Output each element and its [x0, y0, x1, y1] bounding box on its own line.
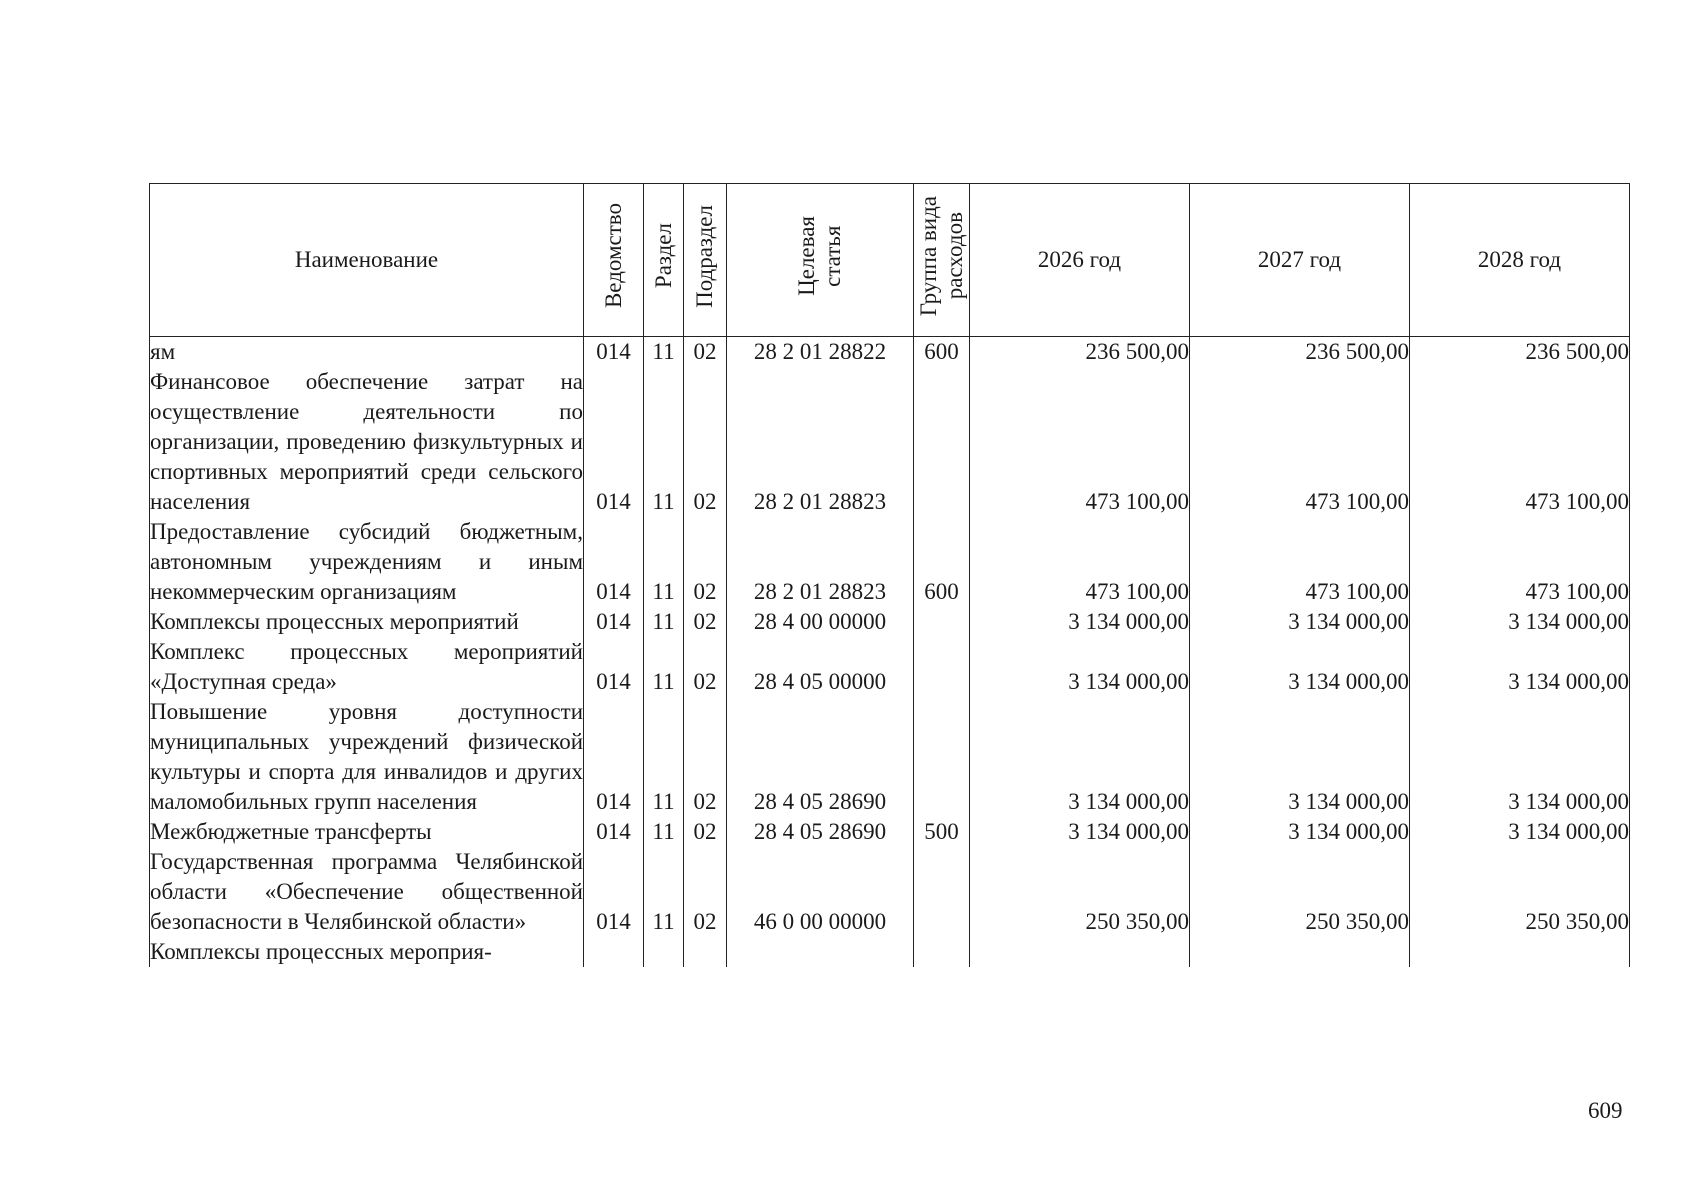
cell-group — [914, 817, 970, 847]
cell-subsection-text: 02 — [693, 579, 717, 604]
cell-target — [727, 337, 914, 368]
cell-y2027 — [1190, 517, 1410, 607]
cell-y2028 — [1410, 847, 1630, 937]
cell-y2028 — [1410, 697, 1630, 817]
header-target: Целевая статья — [727, 184, 914, 337]
cell-name-text: Межбюджетные трансферты — [150, 819, 432, 844]
cell-name — [150, 337, 584, 368]
cell-target-text: 28 4 05 28690 — [753, 819, 887, 844]
cell-target — [727, 847, 914, 937]
cell-name-text: Комплекс процессных мероприятий «Доступная среда» — [150, 639, 583, 694]
cell-subsection — [684, 607, 727, 637]
cell-group-text: 500 — [924, 819, 959, 844]
cell-y2028 — [1410, 607, 1630, 637]
cell-y2027-text: 473 100,00 — [1305, 579, 1409, 604]
cell-section-text: 11 — [652, 909, 675, 934]
cell-y2028-text: 3 134 000,00 — [1508, 819, 1629, 844]
cell-group-text: 600 — [924, 339, 959, 364]
cell-section — [644, 367, 684, 517]
table-row — [150, 937, 1630, 967]
cell-subsection-text: 02 — [693, 489, 717, 514]
cell-dept — [584, 337, 644, 368]
cell-name-text: Комплексы процессных мероприятий — [150, 609, 519, 634]
cell-y2026-text: 3 134 000,00 — [1068, 669, 1189, 694]
cell-section — [644, 817, 684, 847]
cell-y2026-text: 250 350,00 — [1085, 909, 1189, 934]
cell-section-text: 11 — [652, 789, 675, 814]
cell-target — [727, 607, 914, 637]
cell-y2026 — [970, 937, 1190, 967]
cell-target-text: 46 0 00 00000 — [753, 909, 887, 934]
cell-dept-text: 014 — [596, 909, 631, 934]
cell-y2028-text: 236 500,00 — [1525, 339, 1629, 364]
header-name: Наименование — [150, 184, 584, 337]
cell-name — [150, 847, 584, 937]
cell-y2028 — [1410, 937, 1630, 967]
cell-y2028 — [1410, 637, 1630, 697]
cell-target-text: 28 4 05 00000 — [753, 669, 887, 694]
cell-subsection-text: 02 — [693, 789, 717, 814]
cell-name — [150, 817, 584, 847]
header-2028: 2028 год — [1410, 184, 1630, 337]
cell-y2027 — [1190, 817, 1410, 847]
cell-y2027 — [1190, 607, 1410, 637]
cell-name — [150, 937, 584, 967]
cell-name — [150, 697, 584, 817]
cell-target — [727, 697, 914, 817]
cell-name-text: ям — [150, 339, 176, 364]
table-row — [150, 697, 1630, 817]
cell-dept-text: 014 — [596, 489, 631, 514]
cell-subsection — [684, 847, 727, 937]
cell-y2027-text: 236 500,00 — [1305, 339, 1409, 364]
cell-subsection-text: 02 — [693, 819, 717, 844]
cell-y2028-text: 3 134 000,00 — [1508, 609, 1629, 634]
cell-name-text: Повышение уровня доступности муниципальных учреждений физической культуры и спорта для инвалидов и других маломобильных групп населения — [150, 699, 583, 814]
cell-y2028-text: 3 134 000,00 — [1508, 789, 1629, 814]
header-row — [150, 184, 1630, 337]
cell-subsection — [684, 637, 727, 697]
cell-target — [727, 637, 914, 697]
cell-group — [914, 697, 970, 817]
cell-subsection-text: 02 — [693, 669, 717, 694]
cell-dept — [584, 607, 644, 637]
cell-name — [150, 367, 584, 517]
cell-y2026-text: 473 100,00 — [1085, 579, 1189, 604]
cell-name-text: Государственная программа Челябинской области «Обеспечение общественной безопасности в Челябинской области» — [150, 849, 583, 934]
cell-y2026-text: 236 500,00 — [1085, 339, 1189, 364]
cell-y2026-text: 473 100,00 — [1085, 489, 1189, 514]
cell-y2028 — [1410, 517, 1630, 607]
cell-target — [727, 367, 914, 517]
table-body — [150, 337, 1630, 968]
header-2027: 2027 год — [1190, 184, 1410, 337]
cell-y2026-text: 3 134 000,00 — [1068, 789, 1189, 814]
cell-y2026 — [970, 367, 1190, 517]
table-row — [150, 637, 1630, 697]
cell-dept — [584, 697, 644, 817]
cell-y2027 — [1190, 847, 1410, 937]
cell-dept-text: 014 — [596, 669, 631, 694]
cell-group — [914, 937, 970, 967]
cell-y2028-text: 250 350,00 — [1525, 909, 1629, 934]
cell-dept-text: 014 — [596, 579, 631, 604]
cell-group — [914, 637, 970, 697]
cell-y2027 — [1190, 697, 1410, 817]
table-row — [150, 607, 1630, 637]
cell-target-text: 28 2 01 28823 — [753, 579, 887, 604]
cell-y2026 — [970, 337, 1190, 368]
cell-section — [644, 607, 684, 637]
cell-section — [644, 697, 684, 817]
cell-name — [150, 607, 584, 637]
cell-dept — [584, 517, 644, 607]
cell-y2027-text: 250 350,00 — [1305, 909, 1409, 934]
cell-dept — [584, 637, 644, 697]
cell-subsection-text: 02 — [693, 909, 717, 934]
cell-target-text: 28 2 01 28822 — [753, 339, 887, 364]
cell-subsection — [684, 337, 727, 368]
cell-subsection-text: 02 — [693, 339, 717, 364]
cell-section-text: 11 — [652, 579, 675, 604]
cell-dept — [584, 817, 644, 847]
cell-group — [914, 367, 970, 517]
cell-group-text: 600 — [924, 579, 959, 604]
cell-section-text: 11 — [652, 669, 675, 694]
cell-y2028 — [1410, 817, 1630, 847]
header-2026: 2026 год — [970, 184, 1190, 337]
cell-dept-text: 014 — [596, 609, 631, 634]
table-row — [150, 517, 1630, 607]
cell-y2027 — [1190, 337, 1410, 368]
cell-target-text: 28 2 01 28823 — [753, 489, 887, 514]
cell-dept-text: 014 — [596, 819, 631, 844]
cell-y2026 — [970, 517, 1190, 607]
cell-section — [644, 847, 684, 937]
cell-section-text: 11 — [652, 609, 675, 634]
cell-section — [644, 517, 684, 607]
cell-y2027-text: 473 100,00 — [1305, 489, 1409, 514]
table-row — [150, 367, 1630, 517]
cell-y2028-text: 473 100,00 — [1525, 579, 1629, 604]
cell-y2026 — [970, 697, 1190, 817]
cell-subsection — [684, 937, 727, 967]
cell-target-text: 28 4 00 00000 — [753, 609, 887, 634]
cell-dept-text: 014 — [596, 339, 631, 364]
cell-target — [727, 517, 914, 607]
cell-name — [150, 517, 584, 607]
cell-subsection — [684, 367, 727, 517]
budget-table — [149, 183, 1630, 967]
cell-y2028 — [1410, 367, 1630, 517]
cell-y2027 — [1190, 367, 1410, 517]
cell-subsection — [684, 517, 727, 607]
cell-y2026 — [970, 847, 1190, 937]
cell-target — [727, 937, 914, 967]
cell-y2027 — [1190, 637, 1410, 697]
header-subsection: Подраздел — [684, 184, 727, 337]
cell-section — [644, 937, 684, 967]
cell-y2027 — [1190, 937, 1410, 967]
header-group: Группа вида расходов — [914, 184, 970, 337]
page-number: 609 — [1588, 1098, 1623, 1123]
cell-y2028-text: 3 134 000,00 — [1508, 669, 1629, 694]
cell-subsection — [684, 817, 727, 847]
cell-y2027-text: 3 134 000,00 — [1288, 669, 1409, 694]
cell-subsection — [684, 697, 727, 817]
cell-dept — [584, 367, 644, 517]
cell-target — [727, 817, 914, 847]
cell-section — [644, 337, 684, 368]
cell-y2026 — [970, 607, 1190, 637]
cell-y2026 — [970, 817, 1190, 847]
cell-dept-text: 014 — [596, 789, 631, 814]
cell-section-text: 11 — [652, 489, 675, 514]
cell-section — [644, 637, 684, 697]
cell-name-text: Предоставление субсидий бюджетным, автономным учреждениям и иным некоммерческим организациям — [150, 519, 583, 604]
cell-y2027-text: 3 134 000,00 — [1288, 819, 1409, 844]
table-row — [150, 847, 1630, 937]
cell-y2027-text: 3 134 000,00 — [1288, 789, 1409, 814]
cell-section-text: 11 — [652, 819, 675, 844]
table-row — [150, 337, 1630, 368]
cell-group — [914, 517, 970, 607]
cell-y2028-text: 473 100,00 — [1525, 489, 1629, 514]
cell-y2026-text: 3 134 000,00 — [1068, 609, 1189, 634]
cell-name-text: Финансовое обеспечение затрат на осуществление деятельности по организации, проведению физкультурных и спортивных мероприятий среди сельского населения — [150, 369, 583, 514]
cell-group — [914, 607, 970, 637]
table-row — [150, 817, 1630, 847]
cell-y2027-text: 3 134 000,00 — [1288, 609, 1409, 634]
cell-subsection-text: 02 — [693, 609, 717, 634]
cell-section-text: 11 — [652, 339, 675, 364]
cell-name-text: Комплексы процессных мероприя- — [150, 939, 492, 964]
header-dept: Ведомство — [584, 184, 644, 337]
cell-target-text: 28 4 05 28690 — [753, 789, 887, 814]
cell-group — [914, 337, 970, 368]
cell-y2026-text: 3 134 000,00 — [1068, 819, 1189, 844]
cell-group — [914, 847, 970, 937]
header-section: Раздел — [644, 184, 684, 337]
cell-y2026 — [970, 637, 1190, 697]
cell-dept — [584, 847, 644, 937]
cell-y2028 — [1410, 337, 1630, 368]
cell-dept — [584, 937, 644, 967]
cell-name — [150, 637, 584, 697]
